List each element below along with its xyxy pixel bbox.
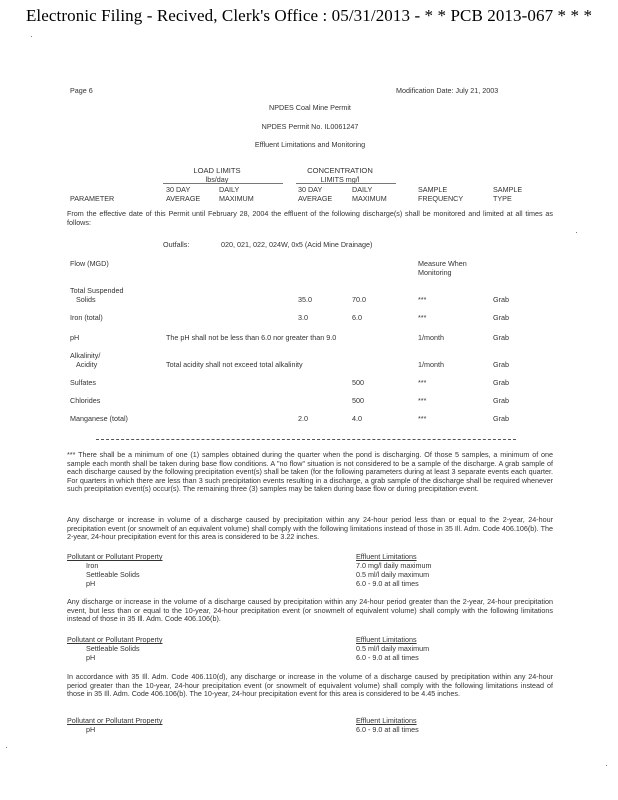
scan-speck bbox=[606, 765, 607, 766]
row-alkalinity-frequency: 1/month bbox=[418, 360, 444, 369]
flow-frequency-1: Measure When bbox=[418, 259, 467, 268]
row-ph-note: The pH shall not be less than 6.0 nor greater than 9.0 bbox=[166, 333, 337, 342]
load-units: lbs/day bbox=[205, 175, 229, 184]
block1-item-limit: 7.0 mg/l daily maximum bbox=[356, 561, 432, 570]
block3-header-right: Effluent Limitations bbox=[356, 716, 417, 725]
title-effluent: Effluent Limitations and Monitoring bbox=[254, 140, 366, 149]
block2-header-right: Effluent Limitations bbox=[356, 635, 417, 644]
block2-item-name: pH bbox=[86, 653, 96, 662]
concentration-units: LIMITS mg/l bbox=[320, 175, 360, 184]
row-alkalinity-type: Grab bbox=[493, 360, 509, 369]
block1-item-limit: 6.0 - 9.0 at all times bbox=[356, 579, 419, 588]
row-iron-type: Grab bbox=[493, 313, 509, 322]
row-ph-frequency: 1/month bbox=[418, 333, 444, 342]
row-iron-frequency: *** bbox=[418, 313, 427, 322]
row-tss-param-2: Solids bbox=[76, 295, 96, 304]
load-30-day: 30 DAY bbox=[166, 185, 191, 194]
sample-type-heading-1: SAMPLE bbox=[493, 185, 523, 194]
conc-30-day: 30 DAY bbox=[298, 185, 323, 194]
sample-frequency-heading-1: SAMPLE bbox=[418, 185, 448, 194]
block1-item-name: Iron bbox=[86, 561, 99, 570]
sample-type-heading-2: TYPE bbox=[493, 194, 512, 203]
row-tss-type: Grab bbox=[493, 295, 509, 304]
block1-item-limit: 0.5 ml/l daily maximum bbox=[356, 570, 430, 579]
row-alkalinity-param-1: Alkalinity/ bbox=[70, 351, 101, 360]
concentration-heading: CONCENTRATION bbox=[307, 166, 373, 175]
row-ph-param: pH bbox=[70, 333, 80, 342]
load-limits-heading: LOAD LIMITS bbox=[193, 166, 241, 175]
row-iron-param: Iron (total) bbox=[70, 313, 103, 322]
scan-speck bbox=[6, 747, 7, 748]
flow-frequency-2: Monitoring bbox=[418, 268, 452, 277]
outfalls-value: 020, 021, 022, 024W, 0x5 (Acid Mine Drainage) bbox=[221, 240, 373, 249]
row-chlorides-type: Grab bbox=[493, 396, 509, 405]
row-tss-maximum: 70.0 bbox=[352, 295, 366, 304]
paragraph-2-year-event: Any discharge or increase in volume of a discharge caused by precipitation within any 24-hour period less than or equal to the 2-year, 24-hour precipitation event (or snowmelt of an equivalent volume) shall comply with the following limitations instead of those in 35 Ill. Adm. Code 406.106(b). The 2-year, 24-hour precipitation event for this area is considered to be 3.22 inches. bbox=[67, 515, 553, 542]
block3-item-limit: 6.0 - 9.0 at all times bbox=[356, 725, 419, 734]
block1-header-left: Pollutant or Pollutant Property bbox=[67, 552, 163, 561]
row-sulfates-maximum: 500 bbox=[352, 378, 364, 387]
title-permit-type: NPDES Coal Mine Permit bbox=[269, 103, 351, 112]
scan-speck bbox=[576, 232, 577, 233]
row-chlorides-frequency: *** bbox=[418, 396, 427, 405]
sample-frequency-heading-2: FREQUENCY bbox=[418, 194, 464, 203]
block3-item-name: pH bbox=[86, 725, 96, 734]
block1-header-right: Effluent Limitations bbox=[356, 552, 417, 561]
row-chlorides-maximum: 500 bbox=[352, 396, 364, 405]
separator-rule bbox=[96, 439, 516, 440]
row-alkalinity-note: Total acidity shall not exceed total alkalinity bbox=[166, 360, 303, 369]
paragraph-over-10-year-event: In accordance with 35 Ill. Adm. Code 406.110(d), any discharge or increase in the volume of a discharge caused by precipitation within any 24-hour period greater than the 10-year, 24-hour precipitation event (or snowmelt of equivalent volume) shall comply with the following limitations instead of those in 35 Ill. Adm. Code 406.106(b). The 10-year, 24-hour precipitation event for this area is considered to be 4.45 inches. bbox=[67, 672, 553, 699]
block3-header-left: Pollutant or Pollutant Property bbox=[67, 716, 163, 725]
row-manganese-average: 2.0 bbox=[298, 414, 308, 423]
row-manganese-frequency: *** bbox=[418, 414, 427, 423]
row-chlorides-param: Chlorides bbox=[70, 396, 101, 405]
row-tss-average: 35.0 bbox=[298, 295, 312, 304]
row-tss-frequency: *** bbox=[418, 295, 427, 304]
block2-item-limit: 6.0 - 9.0 at all times bbox=[356, 653, 419, 662]
modification-date: Modification Date: July 21, 2003 bbox=[396, 86, 499, 95]
flow-parameter: Flow (MGD) bbox=[70, 259, 109, 268]
load-average: AVERAGE bbox=[166, 194, 201, 203]
row-sulfates-frequency: *** bbox=[418, 378, 427, 387]
conc-daily: DAILY bbox=[352, 185, 373, 194]
row-manganese-maximum: 4.0 bbox=[352, 414, 362, 423]
block2-item-limit: 0.5 ml/l daily maximum bbox=[356, 644, 430, 653]
parameter-heading: PARAMETER bbox=[70, 194, 115, 203]
paragraph-10-year-event: Any discharge or increase in the volume of a discharge caused by precipitation within any 24-hour period greater than the 2-year, 24-hour precipitation event, but less than or equal to the 10-year, 24-hour precipitation event (or snowmelt of equivalent volume) shall comply with the following limitations instead of those in 35 Ill. Adm. Code 406.106(b). bbox=[67, 597, 553, 624]
footnote-paragraph: *** There shall be a minimum of one (1) samples obtained during the quarter when the pond is discharging. Of those 5 samples, a minimum of one sample each month shall be taken during base flow conditions. A "no flow" situation is not considered to be a sample of the discharge. A grab sample of each discharge caused by the following precipitation event(s) shall be taken (for the following parameters during at least 3 separate events each quarter. For quarters in which there are less than 3 such precipitation events resulting in a discharge, a grab sample of the discharge shall be required whenever such precipitation event(s) occur(s). The remaining three (3) samples may be taken during base flow or during precipitation event. bbox=[67, 450, 553, 494]
block2-item-name: Settleable Solids bbox=[86, 644, 140, 653]
row-sulfates-type: Grab bbox=[493, 378, 509, 387]
title-permit-number: NPDES Permit No. IL0061247 bbox=[261, 122, 359, 131]
block2-header-left: Pollutant or Pollutant Property bbox=[67, 635, 163, 644]
block1-item-name: pH bbox=[86, 579, 96, 588]
load-maximum: MAXIMUM bbox=[219, 194, 254, 203]
conc-header-rule bbox=[296, 183, 396, 184]
load-daily: DAILY bbox=[219, 185, 240, 194]
load-header-rule bbox=[163, 183, 283, 184]
row-manganese-type: Grab bbox=[493, 414, 509, 423]
row-sulfates-param: Sulfates bbox=[70, 378, 96, 387]
scan-speck bbox=[31, 36, 32, 37]
row-tss-param-1: Total Suspended bbox=[70, 286, 124, 295]
filing-stamp-header: Electronic Filing - Recived, Clerk's Office : 05/31/2013 - * * PCB 2013-067 * * * bbox=[25, 6, 593, 25]
conc-average: AVERAGE bbox=[298, 194, 333, 203]
conc-maximum: MAXIMUM bbox=[352, 194, 387, 203]
outfalls-label: Outfalls: bbox=[163, 240, 190, 249]
row-iron-maximum: 6.0 bbox=[352, 313, 362, 322]
block1-item-name: Settleable Solids bbox=[86, 570, 140, 579]
row-manganese-param: Manganese (total) bbox=[70, 414, 128, 423]
row-alkalinity-param-2: Acidity bbox=[76, 360, 98, 369]
intro-paragraph: From the effective date of this Permit until February 28, 2004 the effluent of the following discharge(s) shall be monitored and limited at all times as follows: bbox=[67, 209, 553, 227]
row-ph-type: Grab bbox=[493, 333, 509, 342]
row-iron-average: 3.0 bbox=[298, 313, 308, 322]
page-label: Page 6 bbox=[70, 86, 93, 95]
